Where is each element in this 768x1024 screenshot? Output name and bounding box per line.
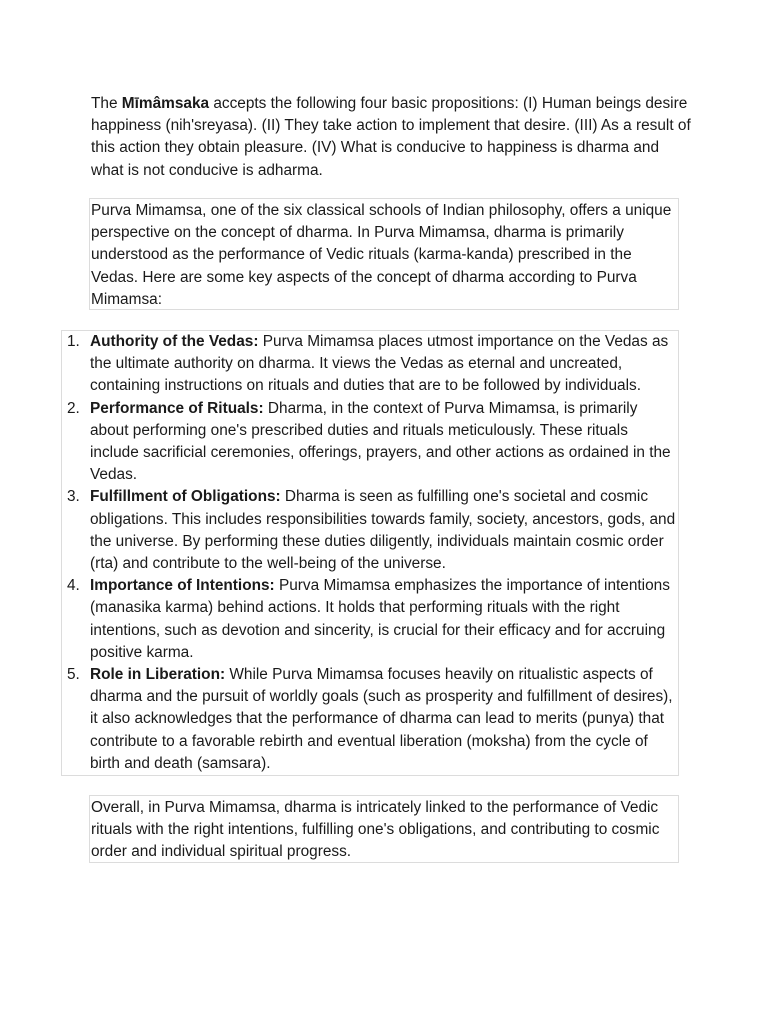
intro-paragraph: [91, 93, 691, 182]
list-item-number: 4.: [67, 577, 80, 595]
aspects-list: [62, 331, 678, 775]
overview-box: [89, 198, 679, 310]
intro-term: Mīmâmsaka: [121, 95, 210, 112]
list-item-title: Importance of Intentions:: [90, 577, 275, 595]
list-item: [62, 486, 678, 575]
list-item-text: Purva Mimamsa places utmost importance on the Vedas as the ultimate authority on dharma. It views the Vedas as eternal and uncreated, containing instructions on rituals and duties that are to be followed by individuals.: [90, 333, 669, 395]
list-item-title: Role in Liberation:: [90, 666, 226, 684]
list-item-title: Performance of Rituals:: [90, 399, 264, 417]
list-item-title: Authority of the Vedas:: [90, 333, 259, 350]
list-item-number: 1.: [67, 333, 80, 350]
list-item-number: 5.: [67, 666, 80, 684]
list-item-text: Dharma is seen as fulfilling one's societal and cosmic obligations. This includes responsibilities towards family, society, ancestors, gods, and the universe. By performing these duties diligently, individuals maintain cosmic order (rta) and contribute to the well-being of the universe.: [90, 488, 676, 573]
list-item-title: Fulfillment of Obligations:: [90, 488, 281, 506]
conclusion-paragraph: Overall, in Purva Mimamsa, dharma is intricately linked to the performance of Vedic rituals with the right intentions, fulfilling one's obligations, and contributing to cosmic order and individual spiritual progress.: [91, 799, 660, 861]
list-item-number: 3.: [67, 488, 80, 506]
overview-paragraph: Purva Mimamsa, one of the six classical schools of Indian philosophy, offers a unique perspective on the concept of dharma. In Purva Mimamsa, dharma is primarily understood as the performance of Vedic rituals (karma-kanda) prescribed in the Vedas. Here are some key aspects of the concept of dharma according to Purva Mimamsa:: [91, 202, 672, 308]
list-item-number: 2.: [67, 399, 80, 417]
list-item-text: While Purva Mimamsa focuses heavily on ritualistic aspects of dharma and the pursuit of worldly goals (such as prosperity and fulfillment of desires), it also acknowledges that the performance of dharma can lead to merits (punya) that contribute to a favorable rebirth and eventual liberation (moksha) from the cycle of birth and death (samsara).: [90, 666, 673, 772]
list-item: [62, 398, 678, 487]
list-item-text: Dharma, in the context of Purva Mimamsa, is primarily about performing one's prescribed duties and rituals meticulously. These rituals include sacrificial ceremonies, offerings, prayers, and other actions as ordained in the Vedas.: [90, 399, 671, 484]
intro-prefix: The: [91, 95, 122, 112]
intro-text: accepts the following four basic propositions: (I) Human beings desire happiness (nih'sreyasa). (II) They take action to implement that desire. (III) As a result of this action they obtain pleasure. (IV) What is conducive to happiness is dharma and what is not conducive is adharma.: [91, 95, 691, 179]
list-item: [62, 664, 678, 775]
conclusion-box: [89, 795, 679, 863]
list-item-text: Purva Mimamsa emphasizes the importance of intentions (manasika karma) behind actions. It holds that performing rituals with the right intentions, such as devotion and sincerity, is crucial for their efficacy and for accruing positive karma.: [90, 577, 670, 661]
list-item: [62, 575, 678, 664]
aspects-box: [61, 330, 679, 776]
list-item: [62, 331, 678, 398]
